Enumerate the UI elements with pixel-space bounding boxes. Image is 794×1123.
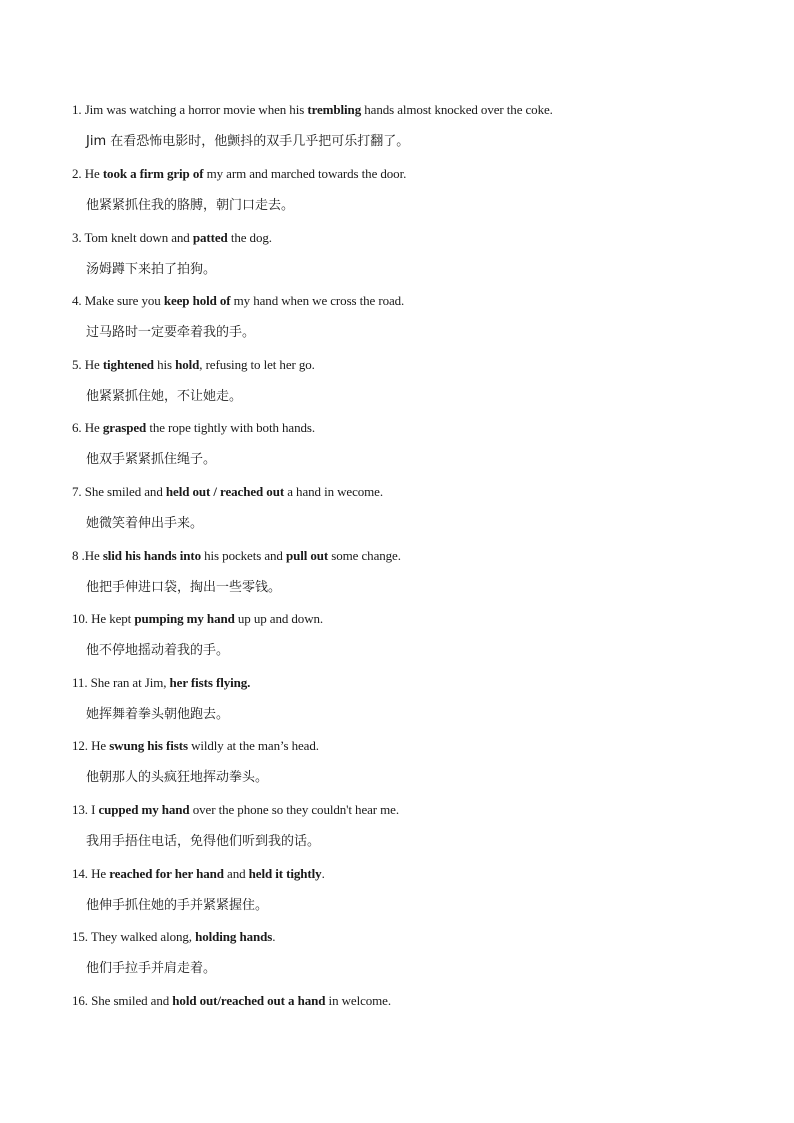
english-sentence: 3. Tom knelt down and patted the dog. xyxy=(72,230,272,245)
chinese-translation: 汤姆蹲下来拍了拍狗。 xyxy=(86,262,217,277)
sentence-item xyxy=(72,864,752,916)
sentence-item xyxy=(72,355,752,407)
chinese-translation: 他朝那人的头疯狂地挥动拳头。 xyxy=(86,770,269,785)
sentence-item xyxy=(72,418,752,470)
chinese-translation: 他紧紧抓住她，不让她走。 xyxy=(86,389,243,404)
sentence-item xyxy=(72,228,752,280)
chinese-translation: 他不停地摇动着我的手。 xyxy=(86,643,230,658)
english-sentence: 5. He tightened his hold, refusing to let her go. xyxy=(72,357,315,372)
chinese-translation: 过马路时一定要牵着我的手。 xyxy=(86,325,256,340)
english-sentence: 6. He grasped the rope tightly with both hands. xyxy=(72,420,316,435)
sentence-item xyxy=(72,546,752,598)
sentence-item xyxy=(72,991,752,1011)
english-sentence: 7. She smiled and held out / reached out a hand in wecome. xyxy=(72,484,383,499)
sentence-item xyxy=(72,164,752,216)
english-sentence: 10. He kept pumping my hand up up and down. xyxy=(72,611,324,626)
chinese-translation: 她微笑着伸出手来。 xyxy=(86,516,204,531)
sentence-item xyxy=(72,100,752,152)
chinese-translation: 她挥舞着拳头朝他跑去。 xyxy=(86,707,230,722)
english-sentence: 16. She smiled and hold out/reached out a hand in welcome. xyxy=(72,993,391,1008)
sentence-item xyxy=(72,673,752,725)
chinese-translation: 我用手捂住电话，免得他们听到我的话。 xyxy=(86,834,321,849)
chinese-translation: 他紧紧抓住我的胳膊，朝门口走去。 xyxy=(86,198,295,213)
sentence-item xyxy=(72,609,752,661)
english-sentence: 4. Make sure you keep hold of my hand when we cross the road. xyxy=(72,293,405,308)
chinese-translation: 他们手拉手并肩走着。 xyxy=(86,961,217,976)
sentence-item xyxy=(72,482,752,534)
english-sentence: 12. He swung his fists wildly at the man’s head. xyxy=(72,738,319,753)
english-sentence: 2. He took a firm grip of my arm and marched towards the door. xyxy=(72,166,407,181)
sentence-item xyxy=(72,927,752,979)
chinese-translation: 他把手伸进口袋，掏出一些零钱。 xyxy=(86,580,282,595)
sentence-item xyxy=(72,800,752,852)
english-sentence: 15. They walked along, holding hands. xyxy=(72,929,276,944)
sentence-item xyxy=(72,291,752,343)
english-sentence: 13. I cupped my hand over the phone so they couldn't hear me. xyxy=(72,802,400,817)
chinese-translation: Jim 在看恐怖电影时，他颤抖的双手几乎把可乐打翻了。 xyxy=(86,134,410,149)
sentence-item xyxy=(72,736,752,788)
english-sentence: 14. He reached for her hand and held it tightly. xyxy=(72,866,325,881)
chinese-translation: 他双手紧紧抓住绳子。 xyxy=(86,452,217,467)
chinese-translation: 他伸手抓住她的手并紧紧握住。 xyxy=(86,898,269,913)
english-sentence: 1. Jim was watching a horror movie when his trembling hands almost knocked over the coke. xyxy=(72,102,553,117)
english-sentence: 11. She ran at Jim, her fists flying. xyxy=(72,675,251,690)
english-sentence: 8 .He slid his hands into his pockets and pull out some change. xyxy=(72,548,401,563)
